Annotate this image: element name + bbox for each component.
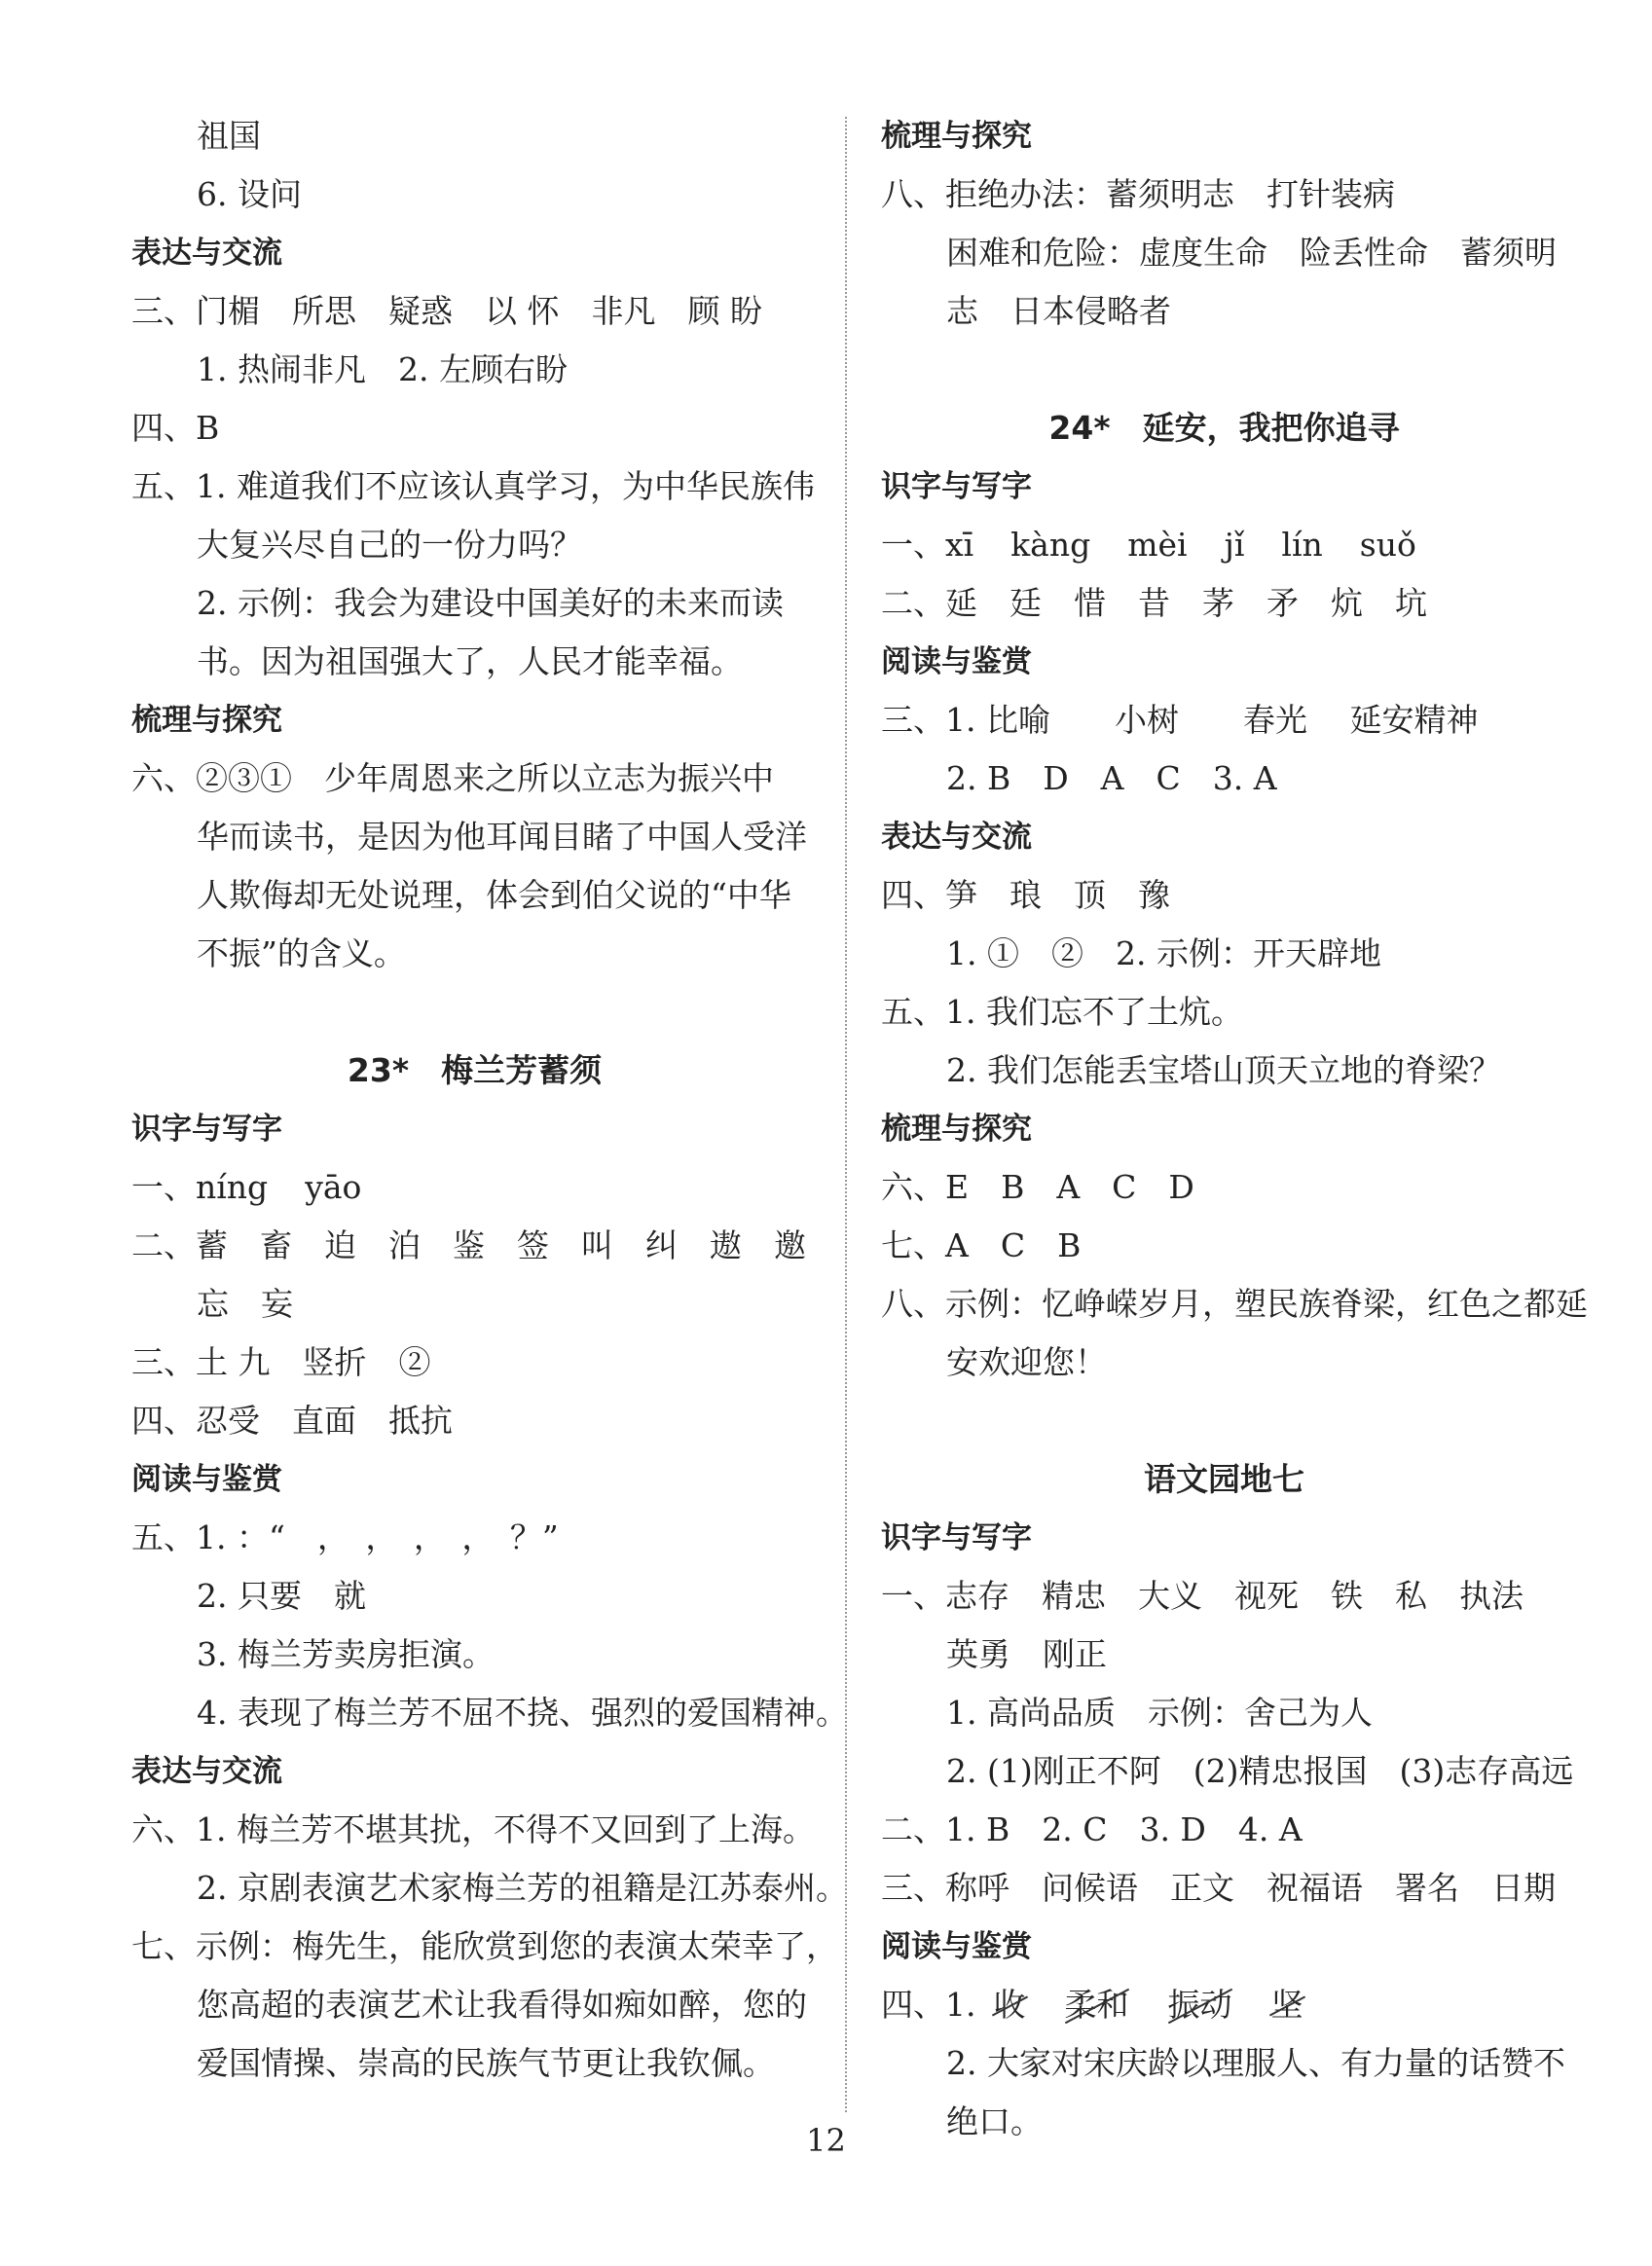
crossed-words-line	[881, 1976, 1567, 2034]
section-title-ywyd: 语文园地七	[1144, 1460, 1304, 1498]
item-prefix: 一、	[881, 526, 945, 564]
answer-line: 六、1. 梅兰芳不堪其扰，不得不又回到了上海。	[131, 1810, 815, 1848]
pinyin-answer: mèi	[1127, 526, 1188, 564]
answer-line: 七、示例：梅先生，能欣赏到您的表演太荣幸了，	[131, 1927, 838, 1965]
answer-line: 1. 高尚品质 示例：舍己为人	[946, 1694, 1373, 1732]
page-number: 12	[806, 2122, 846, 2159]
answer-line: 五、1. ：“ ， ， ， ， ？”	[131, 1518, 559, 1556]
answer-line: 八、示例：忆峥嵘岁月，塑民族脊梁，红色之都延	[881, 1285, 1588, 1323]
section-heading: 阅读与鉴赏	[881, 1929, 1032, 1964]
answer-line: 4. 表现了梅兰芳不屈不挠、强烈的爱国精神。	[197, 1694, 848, 1732]
pinyin-answer: jǐ	[1224, 526, 1245, 564]
answer-line: 三、门楣 所思 疑惑 以 怀 非凡 顾 盼	[131, 292, 762, 330]
answer-line: 绝口。	[946, 2102, 1043, 2140]
section-heading: 阅读与鉴赏	[881, 644, 1032, 679]
pinyin-answer: suǒ	[1359, 526, 1416, 564]
section-heading: 阅读与鉴赏	[131, 1462, 282, 1497]
answer-line: 六、E B A C D	[881, 1168, 1194, 1206]
crossed-word: 振动	[1168, 1976, 1232, 2034]
pinyin-answer: níng	[196, 1168, 269, 1206]
column-divider	[845, 117, 847, 2112]
crossed-word: 收	[994, 1976, 1026, 2034]
answer-line: 1. ① ② 2. 示例：开天辟地	[946, 934, 1381, 972]
answer-line: 2. 我们怎能丢宝塔山顶天立地的脊梁？	[946, 1051, 1501, 1089]
answer-line: 爱国情操、崇高的民族气节更让我钦佩。	[197, 2044, 775, 2082]
answer-line: 大复兴尽自己的一份力吗？	[197, 526, 582, 564]
left-column	[131, 107, 848, 2093]
section-heading: 表达与交流	[881, 820, 1032, 855]
answer-line: 二、1. B 2. C 3. D 4. A	[881, 1810, 1303, 1848]
pinyin-line	[881, 516, 1567, 574]
answer-line: 忘 妄	[197, 1285, 293, 1323]
answer-line: 二、延 廷 惜 昔 茅 矛 炕 坑	[881, 584, 1427, 622]
pinyin-answer: lín	[1281, 526, 1323, 564]
pinyin-answer: yāo	[305, 1168, 362, 1206]
crossed-word: 柔和	[1065, 1976, 1129, 2034]
item-prefix: 四、1.	[881, 1986, 976, 2024]
answer-line: 不振”的含义。	[197, 934, 406, 972]
answer-line: 困难和危险：虚度生命 险丢性命 蓄须明	[946, 234, 1557, 272]
section-heading: 梳理与探究	[881, 119, 1032, 154]
answer-line: 四、笋 琅 顶 豫	[881, 876, 1170, 914]
answer-line: 一、志存 精忠 大义 视死 铁 私 执法	[881, 1577, 1524, 1615]
answer-line: 三、土 九 竖折 ②	[131, 1343, 431, 1381]
section-heading: 表达与交流	[131, 1754, 282, 1789]
section-heading: 梳理与探究	[131, 703, 282, 738]
answer-line: 2. 大家对宋庆龄以理服人、有力量的话赞不	[946, 2044, 1565, 2082]
answer-line: 您高超的表演艺术让我看得如痴如醉，您的	[197, 1986, 807, 2024]
answer-line: 三、称呼 问候语 正文 祝福语 署名 日期	[881, 1869, 1556, 1907]
answer-line: 华而读书，是因为他耳闻目睹了中国人受洋	[197, 818, 807, 856]
answer-line: 志 日本侵略者	[946, 292, 1171, 330]
answer-line: 2. 只要 就	[197, 1577, 366, 1615]
answer-line: 六、②③① 少年周恩来之所以立志为振兴中	[131, 759, 774, 797]
section-heading: 识字与写字	[131, 1112, 282, 1147]
answer-line: 2. 示例：我会为建设中国美好的未来而读	[197, 584, 784, 622]
lesson-title-23: 23* 梅兰芳蓄须	[347, 1051, 603, 1089]
pinyin-answer: kàng	[1010, 526, 1091, 564]
answer-line: 书。因为祖国强大了，人民才能幸福。	[197, 642, 743, 680]
answer-line: 3. 梅兰芳卖房拒演。	[197, 1635, 495, 1673]
pinyin-line	[131, 1158, 818, 1217]
answer-line: 人欺侮却无处说理，体会到伯父说的“中华	[197, 876, 791, 914]
item-prefix: 一、	[131, 1168, 196, 1206]
answer-line: 四、忍受 直面 抵抗	[131, 1402, 453, 1440]
answer-line: 2. B D A C 3. A	[946, 759, 1277, 797]
answer-line: 1. 热闹非凡 2. 左顾右盼	[197, 350, 568, 388]
text-line: 祖国	[197, 117, 261, 155]
text-line: 6. 设问	[197, 175, 302, 213]
section-heading: 识字与写字	[881, 1520, 1032, 1555]
section-heading: 表达与交流	[131, 236, 282, 271]
answer-line: 2. (1)刚正不阿 (2)精忠报国 (3)志存高远	[946, 1752, 1574, 1790]
crossed-word: 坚	[1271, 1976, 1303, 2034]
pinyin-answer: xī	[945, 526, 974, 564]
answer-line: 二、蓄 畜 迫 泊 鉴 签 叫 纠 遨 邀	[131, 1226, 806, 1264]
answer-line: 三、1. 比喻 小树 春光 延安精神	[881, 701, 1479, 739]
section-heading: 识字与写字	[881, 469, 1032, 504]
answer-line: 安欢迎您！	[946, 1343, 1107, 1381]
right-column	[881, 107, 1588, 2151]
answer-line: 五、1. 我们忘不了土炕。	[881, 993, 1243, 1031]
answer-line: 2. 京剧表演艺术家梅兰芳的祖籍是江苏泰州。	[197, 1869, 848, 1907]
answer-line: 英勇 刚正	[946, 1635, 1107, 1673]
answer-line: 四、B	[131, 409, 220, 447]
answer-line: 八、拒绝办法：蓄须明志 打针装病	[881, 175, 1395, 213]
lesson-title-24: 24* 延安，我把你追寻	[1048, 409, 1400, 447]
answer-line: 五、1. 难道我们不应该认真学习，为中华民族伟	[131, 467, 815, 505]
section-heading: 梳理与探究	[881, 1112, 1032, 1147]
answer-line: 七、A C B	[881, 1226, 1082, 1264]
